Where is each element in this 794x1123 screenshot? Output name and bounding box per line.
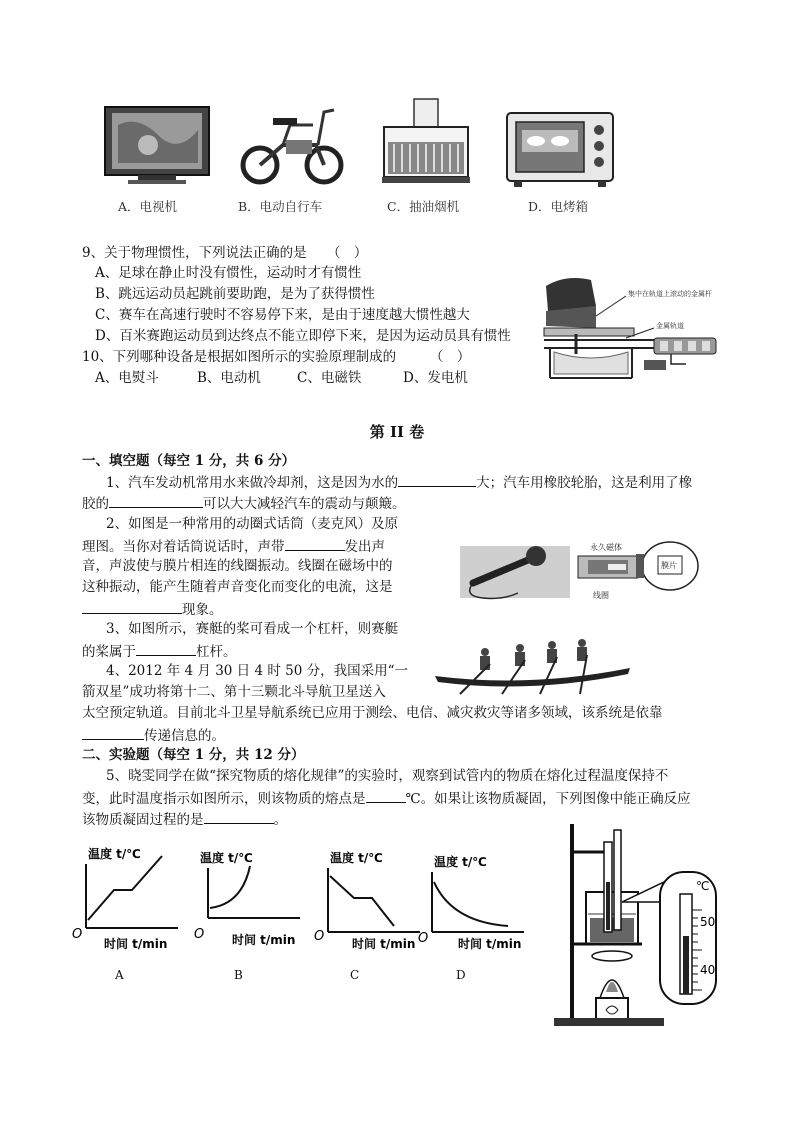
mic-label-coil: 线圈 bbox=[593, 591, 609, 600]
caption-hood: C．抽油烟机 bbox=[387, 199, 460, 214]
q4-blank[interactable] bbox=[82, 725, 144, 740]
tv-picture bbox=[103, 105, 211, 187]
graph-b-letter: B bbox=[234, 968, 243, 982]
graph-a-ylabel: 温度 t/℃ bbox=[88, 847, 141, 861]
q1-blank-1[interactable] bbox=[398, 472, 476, 487]
q9-option-c: C、赛车在高速行驶时不容易停下来，是由于速度越大惯性越大 bbox=[95, 307, 470, 323]
q2-text-c: 现象。 bbox=[182, 602, 223, 618]
rowing-boat-figure bbox=[430, 638, 640, 698]
graph-a bbox=[70, 842, 190, 954]
ebike-picture bbox=[238, 100, 348, 190]
thermometer-tick-40: 40 bbox=[700, 963, 716, 977]
caption-ebike: B．电动自行车 bbox=[238, 199, 323, 214]
q5-text-c: 该物质凝固过程的是 bbox=[82, 812, 204, 828]
graph-d-ylabel: 温度 t/℃ bbox=[434, 855, 487, 869]
graph-b-xlabel: 时间 t/min bbox=[232, 933, 296, 947]
mic-label-diaphragm: 膜片 bbox=[661, 561, 677, 570]
q9-stem: 9、关于物理惯性，下列说法正确的是 （ ） bbox=[82, 245, 368, 261]
graph-d bbox=[412, 842, 536, 954]
graph-b bbox=[192, 842, 312, 954]
q5-blank-2[interactable] bbox=[204, 809, 274, 824]
graph-b-ylabel: 温度 t/℃ bbox=[200, 851, 253, 865]
q3-line1: 3、如图所示，赛艇的桨可看成一个杠杆，则赛艇 bbox=[106, 621, 399, 637]
q9-option-a: A、足球在静止时没有惯性，运动时才有惯性 bbox=[95, 265, 362, 281]
q3-blank[interactable] bbox=[136, 641, 196, 656]
graph-a-origin: O bbox=[72, 927, 83, 942]
q9-option-d: D、百米赛跑运动员到达终点不能立即停下来，是因为运动员具有惯性 bbox=[95, 328, 511, 344]
q1-line1 bbox=[106, 472, 692, 492]
q2-text-a: 理图。当你对着话筒说话时，声带 bbox=[82, 539, 285, 555]
q5-text-d: 。 bbox=[273, 812, 287, 828]
microphone-figure bbox=[458, 538, 708, 608]
q1-text-a: 1、汽车发动机常用水来做冷却剂，这是因为水的 bbox=[106, 475, 399, 491]
q10-option-c: C、电磁铁 bbox=[297, 370, 362, 386]
mic-label-magnet: 永久磁体 bbox=[590, 543, 622, 552]
q5-line2 bbox=[82, 788, 691, 808]
q3-text-a: 的桨属于 bbox=[82, 644, 136, 660]
q2-text-b: 发出声 bbox=[344, 539, 385, 555]
q5-line3 bbox=[82, 809, 287, 829]
q5-blank-1[interactable] bbox=[366, 788, 406, 803]
q4-text-b: 传递信息的。 bbox=[144, 728, 225, 744]
graph-c-xlabel: 时间 t/min bbox=[352, 937, 416, 951]
part2-title: 第 II 卷 bbox=[369, 423, 425, 441]
exp-heading: 二、实验题（每空 1 分，共 12 分） bbox=[82, 747, 305, 763]
graph-a-curve bbox=[88, 856, 162, 920]
q2-line5 bbox=[82, 599, 223, 619]
q10-option-d: D、发电机 bbox=[403, 370, 468, 386]
graph-a-letter: A bbox=[115, 968, 124, 982]
q5-text-a: 变，此时温度指示如图所示，则该物质的熔点是 bbox=[82, 791, 366, 807]
q1-text-b: 大；汽车用橡胶轮胎，这是利用了橡 bbox=[476, 475, 693, 491]
rail-label-track: 金属轨道 bbox=[656, 322, 684, 330]
graph-c-letter: C bbox=[350, 968, 360, 982]
graph-d-origin: O bbox=[418, 931, 429, 946]
hood-picture bbox=[376, 97, 476, 192]
q10-option-a: A、电熨斗 bbox=[95, 370, 159, 386]
graph-c-origin: O bbox=[314, 929, 325, 944]
q2-blank-1[interactable] bbox=[285, 536, 345, 551]
graph-d-xlabel: 时间 t/min bbox=[458, 937, 522, 951]
caption-oven: D．电烤箱 bbox=[528, 199, 589, 214]
q5-text-b: ℃。如果让该物质凝固，下列图像中能正确反应 bbox=[405, 791, 691, 807]
q2-line1: 2、如图是一种常用的动圈式话筒（麦克风）及原 bbox=[106, 516, 399, 532]
graph-c-ylabel: 温度 t/℃ bbox=[330, 851, 383, 865]
graph-c-curve bbox=[330, 876, 394, 926]
q2-line2 bbox=[82, 536, 385, 556]
thermometer-unit: ℃ bbox=[696, 879, 710, 893]
q9-option-b: B、跳远运动员起跳前要助跑，是为了获得惯性 bbox=[95, 286, 375, 302]
q1-text-c: 胶的 bbox=[82, 496, 109, 512]
thermometer-tick-50: 50 bbox=[700, 915, 716, 929]
graph-d-curve bbox=[434, 882, 508, 926]
graph-d-letter: D bbox=[456, 968, 466, 982]
q3-text-b: 杠杆。 bbox=[196, 644, 237, 660]
oven-picture bbox=[504, 108, 616, 190]
q10-option-b: B、电动机 bbox=[197, 370, 261, 386]
rail-label-rod: 集中在轨道上滚动的金属杆 bbox=[628, 290, 712, 298]
q4-line2: 箭双星”成功将第十二、第十三颗北斗导航卫星送入 bbox=[82, 684, 386, 700]
q1-blank-2[interactable] bbox=[109, 493, 203, 508]
q3-line2 bbox=[82, 641, 237, 661]
q1-line2 bbox=[82, 493, 406, 513]
q2-blank-2[interactable] bbox=[82, 599, 182, 614]
q2-line3: 音，声波使与膜片相连的线圈振动。线圈在磁场中的 bbox=[82, 558, 393, 574]
graph-b-curve bbox=[210, 866, 250, 908]
q2-line4: 这种振动，能产生随着声音变化而变化的电流，这是 bbox=[82, 579, 393, 595]
q10-stem: 10、下列哪种设备是根据如图所示的实验原理制成的 （ ） bbox=[82, 349, 471, 365]
q4-line3: 太空预定轨道。目前北斗卫星导航系统已应用于测绘、电信、减灾救灾等诸多领域，该系统是依靠 bbox=[82, 705, 663, 721]
q4-line4 bbox=[82, 725, 225, 745]
graph-a-xlabel: 时间 t/min bbox=[104, 937, 168, 951]
caption-tv: A．电视机 bbox=[118, 199, 178, 214]
graph-b-origin: O bbox=[194, 927, 205, 942]
magnet-rail-experiment-figure bbox=[536, 266, 736, 390]
q5-line1: 5、晓雯同学在做“探究物质的熔化规律”的实验时，观察到试管内的物质在熔化过程温度保持不 bbox=[106, 768, 669, 784]
melting-apparatus-figure bbox=[552, 822, 722, 1032]
q1-text-d: 可以大大减轻汽车的震动与颠簸。 bbox=[203, 496, 406, 512]
q4-line1: 4、2012 年 4 月 30 日 4 时 50 分，我国采用“一 bbox=[106, 663, 409, 679]
fill-heading: 一、填空题（每空 1 分，共 6 分） bbox=[82, 453, 296, 469]
